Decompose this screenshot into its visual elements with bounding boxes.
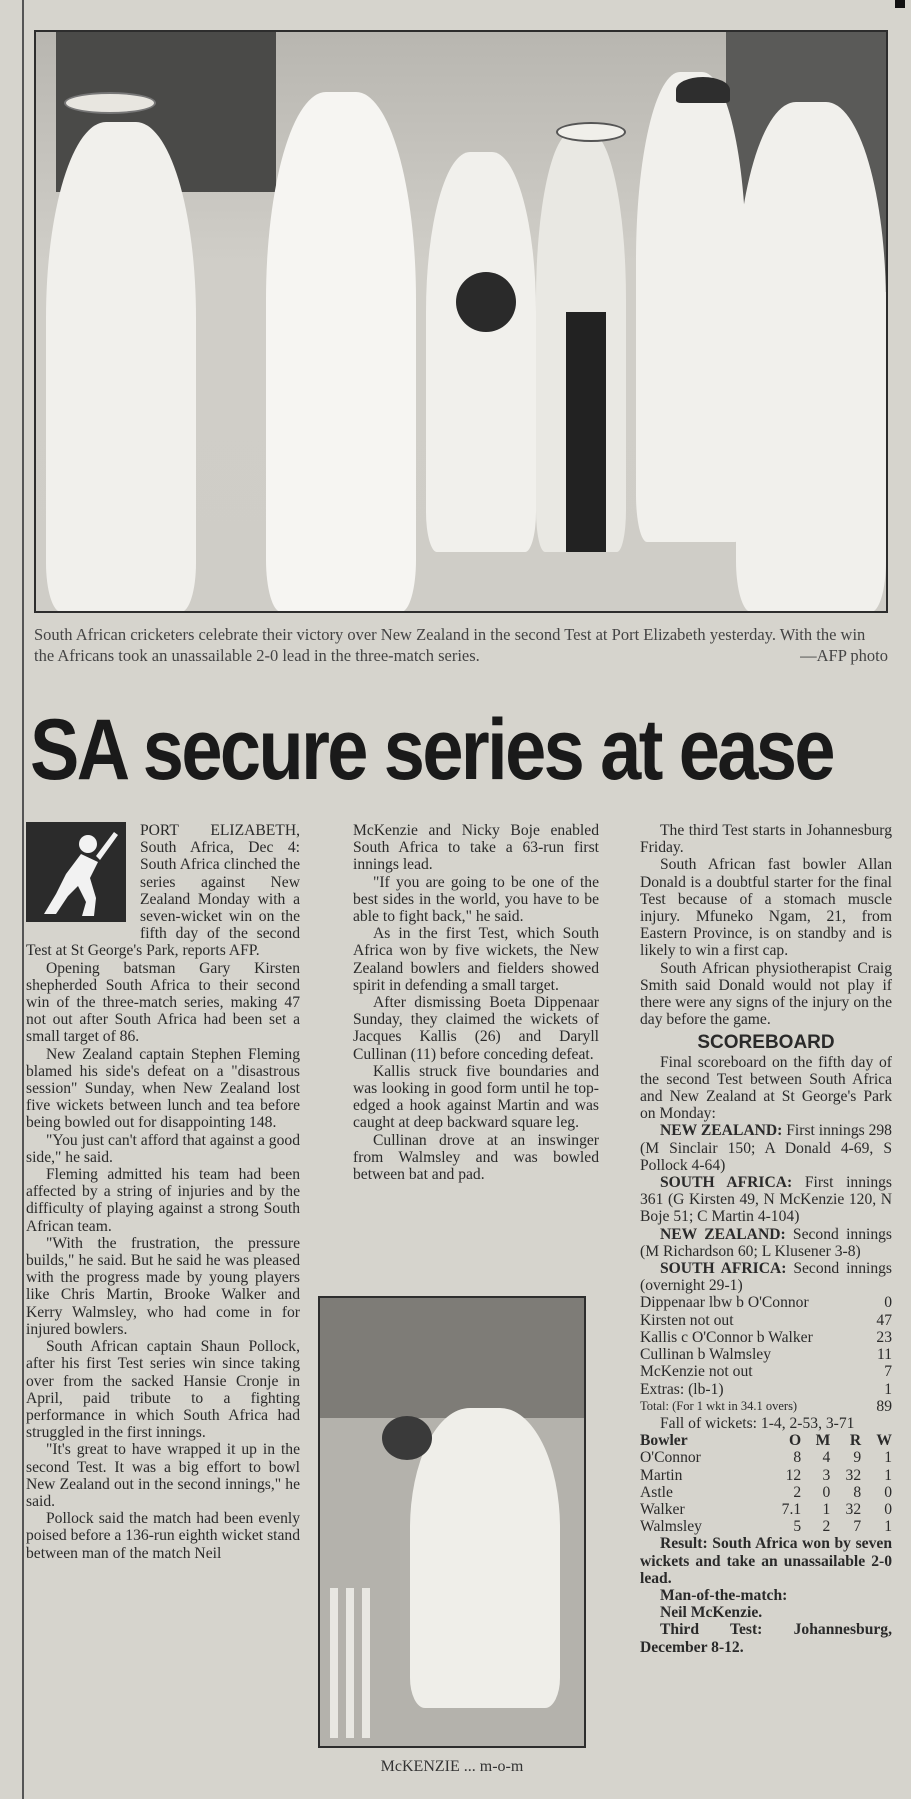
batsman: Extras: (lb-1) [640,1380,724,1398]
scoreboard-innings [640,1122,892,1174]
header-cell: Bowler [640,1432,688,1450]
scoreboard-intro: Final scoreboard on the fifth day of the second Test between South Africa and New Zealand at St George's Park on Monday: [640,1053,892,1123]
article-paragraph: "If you are going to be one of the best sides in the world, you have to be able to fight back," he said. [353,873,599,926]
article-paragraph: Opening batsman Gary Kirsten shepherded South Africa to their second win of the three-match series, making 47 not out after South Africa had been set a small target of 86. [26,959,300,1046]
man-of-the-match [640,1587,892,1621]
runs: 7 [884,1363,892,1381]
celebration-photo [34,30,888,613]
cricket-batsman-icon [26,822,126,922]
batsman: Dippenaar lbw b O'Connor [640,1294,809,1312]
batting-row [640,1329,892,1346]
article-paragraph: Pollock said the match had been evenly poised before a 136-run eighth wicket stand between man of the match Neil [26,1510,300,1562]
wickets: 0 [884,1500,892,1518]
batsman: Cullinan b Walmsley [640,1346,771,1364]
article-paragraph: After dismissing Boeta Dippenaar Sunday, they claimed the wickets of Jacques Kallis (26) and Daryll Cullinan (11) before conceding defeat. [353,994,599,1063]
runs: 32 [845,1500,862,1518]
article-paragraph: PORT ELIZABETH, South Africa, Dec 4: South Africa clinched the series against New Zealand Monday with a seven-wicket win on the fifth day of the second Test at St George's Park, reports AFP. [26,822,300,960]
team-name: NEW ZEALAND: [660,1122,783,1140]
bowler: Walmsley [640,1518,702,1536]
bowling-header [640,1432,892,1449]
overs: 5 [793,1518,802,1536]
maidens: 1 [822,1500,831,1518]
column-rule [22,0,24,1799]
article-paragraph: As in the first Test, which South Africa won by five wickets, the New Zealand bowlers and fielders showed spirit in defending a small target. [353,925,599,994]
article-paragraph: Fleming admitted his team had been affected by a string of injuries and by the difficulty of playing against a strong South African team. [26,1166,300,1235]
batting-row [640,1363,892,1380]
article-paragraph: South African captain Shaun Pollock, after his first Test series win since taking over from the sacked Hansie Cronje in April, paid tribute to a fighting performance in which South Africa had struggled in the first innings. [26,1338,300,1442]
batting-row [640,1346,892,1363]
headline: SA secure series at ease [30,702,833,798]
scoreboard-innings [640,1226,892,1260]
overs: 7.1 [781,1500,802,1518]
bowling-row [640,1467,892,1484]
article-column-3 [640,822,892,1656]
bowler: O'Connor [640,1449,701,1467]
bowling-table [640,1432,892,1535]
article-paragraph: McKenzie and Nicky Boje enabled South Africa to take a 63-run first innings lead. [353,822,599,874]
maidens: 3 [822,1466,831,1484]
runs: 0 [884,1294,892,1312]
mom-name: Neil McKenzie. [660,1604,763,1622]
article-paragraph: Kallis struck five boundaries and was looking in good form until he top-edged a hook against Martin and was caught at deep backward square leg. [353,1062,599,1132]
team-name: SOUTH AFRICA: [660,1174,793,1192]
batting-row [640,1312,892,1329]
article-paragraph: Cullinan drove at an inswinger from Walmsley and was bowled between bat and pad. [353,1131,599,1184]
scoreboard-innings [640,1260,892,1294]
bowling-row [640,1518,892,1535]
wickets: 1 [884,1449,892,1467]
header-cell: M [815,1432,831,1450]
article-column-1 [26,822,300,1562]
article-paragraph: South African physiotherapist Craig Smith said Donald would not play if there were any signs of the injury on the day before the game. [640,959,892,1029]
innings-text: First innings 298 (M Sinclair 150; A Donald 4-69, S Pollock 4-64) [640,1122,892,1174]
team-name: NEW ZEALAND: [660,1225,786,1243]
maidens: 0 [822,1483,831,1501]
caption-text: South African cricketers celebrate their victory over New Zealand in the second Test at Port Elizabeth yesterday. With the win the Africans took an unassailable 2-0 lead in the three-match series. [34,625,866,665]
mom-label: Man-of-the-match: [660,1586,788,1604]
bowler: Martin [640,1466,683,1484]
wickets: 0 [884,1483,892,1501]
header-cell: R [849,1432,862,1450]
runs: 1 [884,1380,892,1398]
photo-caption [34,624,888,666]
batsman: McKenzie not out [640,1363,753,1381]
fall-of-wickets: Fall of wickets: 1-4, 2-53, 3-71 [660,1414,855,1432]
wickets: 1 [884,1466,892,1484]
innings-text: Second innings (M Richardson 60; L Klusener 3-8) [640,1225,892,1260]
article-paragraph: South African fast bowler Allan Donald is a doubtful starter for the final Test because of a stomach muscle injury. Mfuneko Ngam, 21, from Eastern Province, is on standby and is likely to win a first cap. [640,856,892,960]
scoreboard-innings [640,1174,892,1226]
article-paragraph: "With the frustration, the pressure builds," he said. But he said he was pleased with the progress made by young players like Chris Martin, Brooke Walker and Kerry Walmsley, who had come in for injured bowlers. [26,1234,300,1338]
runs: 23 [876,1328,892,1346]
innings-text: First innings 361 (G Kirsten 49, N McKenzie 120, N Boje 51; C Martin 4-104) [640,1174,892,1226]
match-result: Result: South Africa won by seven wickets and take an unassailable 2-0 lead. [640,1535,892,1587]
team-name: SOUTH AFRICA: [660,1260,787,1278]
scoreboard-title: SCOREBOARD [697,1032,835,1054]
runs: 32 [845,1466,862,1484]
bowler: Astle [640,1483,673,1501]
batsman: Kallis c O'Connor b Walker [640,1328,813,1346]
mckenzie-caption: McKENZIE ... m-o-m [380,1758,524,1775]
article-column-2 [353,822,599,1183]
runs: 7 [853,1518,862,1536]
article-paragraph: "It's great to have wrapped it up in the second Test. It was a big effort to bowl New Zealand out in the second innings," he said. [26,1441,300,1510]
bowler: Walker [640,1500,685,1518]
bowling-row [640,1484,892,1501]
overs: 8 [793,1449,802,1467]
innings-text: Second innings (overnight 29-1) [640,1260,893,1295]
article-paragraph: New Zealand captain Stephen Fleming blamed his side's defeat on a "disastrous session" Sunday, when New Zealand lost five wickets between lunch and tea before being bowled out for disappointing 148. [26,1045,300,1132]
batting-row [640,1294,892,1311]
runs: 8 [853,1483,862,1501]
wickets: 1 [884,1518,892,1536]
runs: 9 [853,1449,862,1467]
page-corner-mark [895,0,905,8]
third-test-info: Third Test: Johannesburg, December 8-12. [640,1621,892,1656]
mckenzie-photo [318,1296,586,1748]
bowling-row [640,1449,892,1466]
bowling-row [640,1501,892,1518]
header-cell: O [789,1432,802,1450]
maidens: 4 [822,1449,831,1467]
overs: 2 [793,1483,802,1501]
runs: 47 [876,1311,892,1329]
article-paragraph: "You just can't afford that against a good side," he said. [26,1131,300,1166]
photo-credit: —AFP photo [800,646,888,665]
total-value: 89 [876,1397,892,1415]
total-label: Total: (For 1 wkt in 34.1 overs) [640,1398,798,1413]
maidens: 2 [822,1518,831,1536]
total-row [640,1398,892,1415]
runs: 11 [876,1346,892,1364]
overs: 12 [785,1466,802,1484]
batting-row [640,1381,892,1398]
header-cell: W [876,1432,892,1450]
article-paragraph: The third Test starts in Johannesburg Friday. [640,822,892,857]
batsman: Kirsten not out [640,1311,734,1329]
